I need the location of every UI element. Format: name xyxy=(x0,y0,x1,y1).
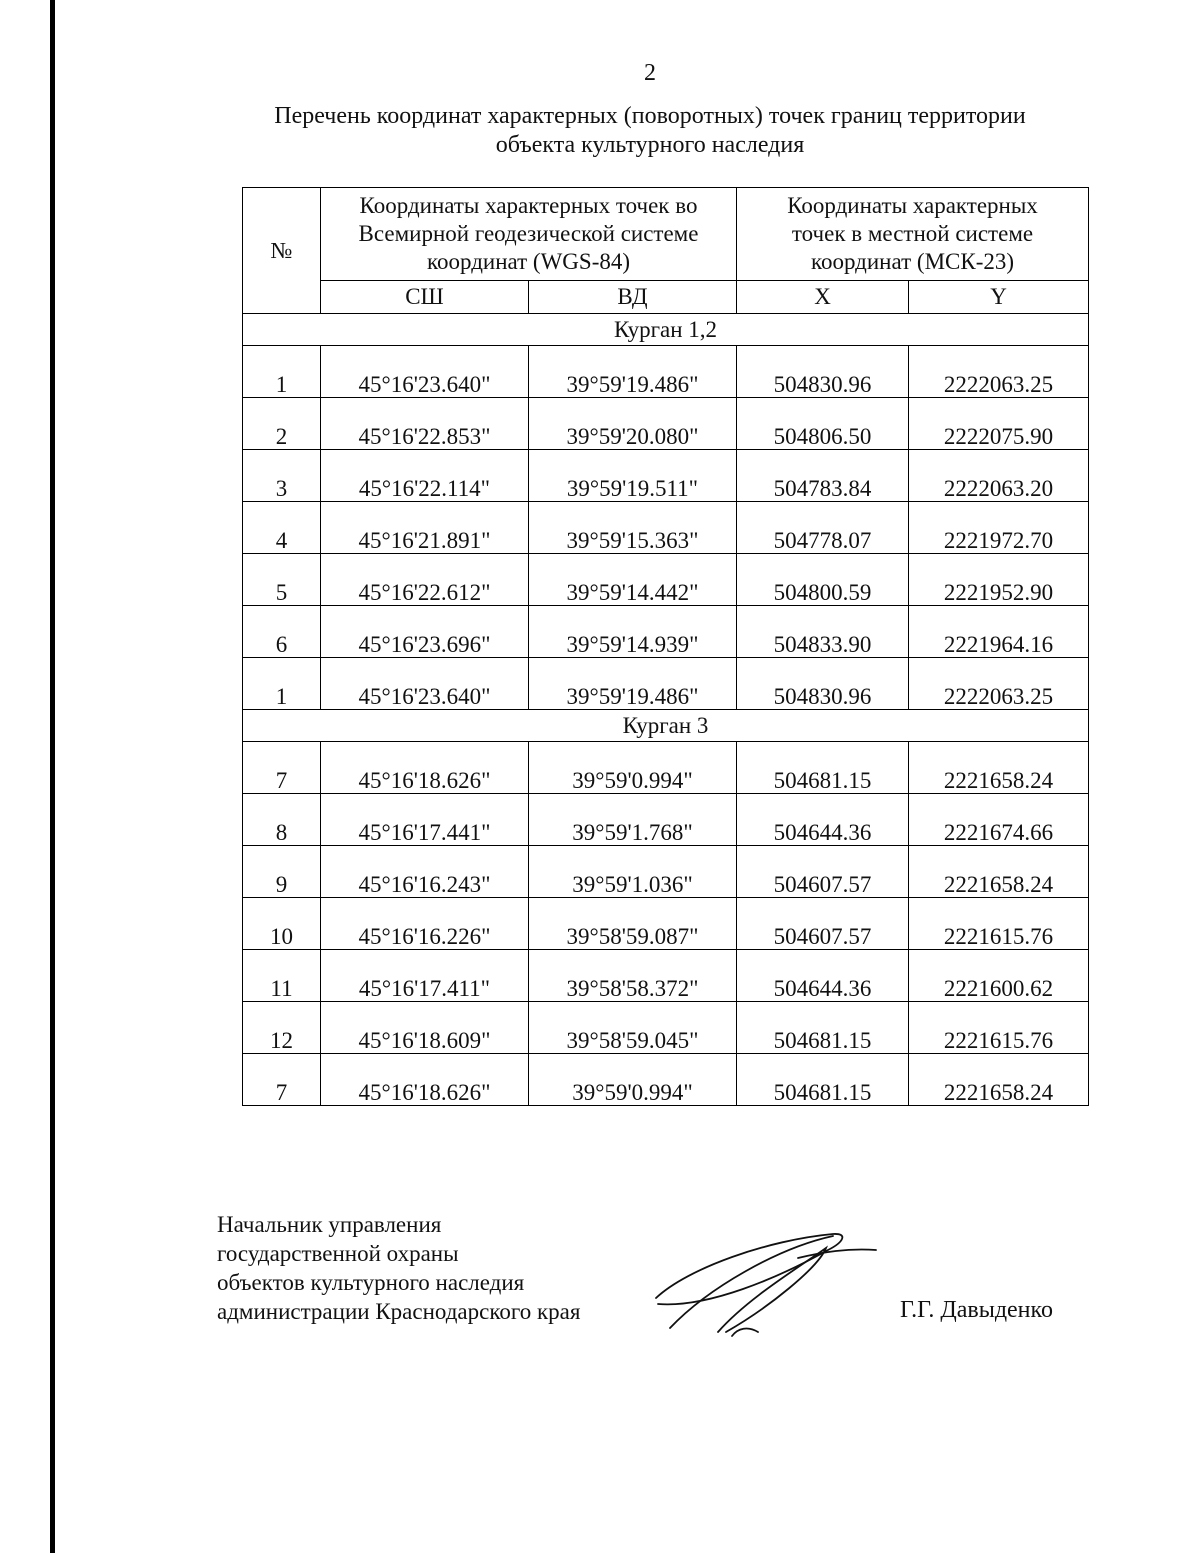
cell-number: 9 xyxy=(243,846,321,898)
cell-x: 504681.15 xyxy=(737,1002,909,1054)
cell-number: 5 xyxy=(243,554,321,606)
table-row xyxy=(243,846,1089,898)
position-line-1: Начальник управления xyxy=(217,1212,442,1237)
cell-x: 504833.90 xyxy=(737,606,909,658)
header-msk-line-2: точек в местной системе xyxy=(791,221,1034,246)
cell-y: 2221615.76 xyxy=(909,898,1089,950)
cell-lon: 39°59'19.511" xyxy=(529,450,737,502)
cell-lat: 45°16'22.114" xyxy=(321,450,529,502)
cell-lon: 39°59'1.768" xyxy=(529,794,737,846)
cell-number: 8 xyxy=(243,794,321,846)
cell-lon: 39°59'19.486" xyxy=(529,658,737,710)
table-row xyxy=(243,346,1089,398)
cell-y: 2221658.24 xyxy=(909,1054,1089,1106)
header-msk-line-1: Координаты характерных xyxy=(787,193,1038,218)
cell-x: 504607.57 xyxy=(737,898,909,950)
cell-y: 2221615.76 xyxy=(909,1002,1089,1054)
cell-y: 2221658.24 xyxy=(909,846,1089,898)
cell-x: 504607.57 xyxy=(737,846,909,898)
table-row xyxy=(243,794,1089,846)
group-title: Курган 3 xyxy=(243,710,1089,742)
table-row xyxy=(243,950,1089,1002)
header-lon: ВД xyxy=(529,281,737,314)
cell-number: 4 xyxy=(243,502,321,554)
cell-lat: 45°16'17.411" xyxy=(321,950,529,1002)
cell-x: 504644.36 xyxy=(737,950,909,1002)
header-lat: СШ xyxy=(321,281,529,314)
cell-y: 2222063.20 xyxy=(909,450,1089,502)
position-line-2: государственной охраны xyxy=(217,1241,459,1266)
cell-lon: 39°59'14.939" xyxy=(529,606,737,658)
cell-lat: 45°16'21.891" xyxy=(321,502,529,554)
cell-x: 504681.15 xyxy=(737,1054,909,1106)
cell-y: 2221964.16 xyxy=(909,606,1089,658)
header-wgs-line-2: Всемирной геодезической системе xyxy=(358,221,699,246)
table-row xyxy=(243,398,1089,450)
coordinates-table xyxy=(242,187,1089,1106)
cell-lat: 45°16'23.696" xyxy=(321,606,529,658)
scan-edge xyxy=(50,0,55,1553)
cell-lat: 45°16'17.441" xyxy=(321,794,529,846)
document-title xyxy=(240,102,1060,160)
cell-x: 504800.59 xyxy=(737,554,909,606)
table-row xyxy=(243,1054,1089,1106)
header-msk-line-3: координат (МСК-23) xyxy=(810,249,1015,274)
handwritten-signature xyxy=(648,1228,878,1340)
cell-y: 2221952.90 xyxy=(909,554,1089,606)
header-number: № xyxy=(243,188,321,314)
header-wgs xyxy=(321,188,737,281)
table-row xyxy=(243,1002,1089,1054)
cell-number: 2 xyxy=(243,398,321,450)
header-x: X xyxy=(737,281,909,314)
cell-number: 11 xyxy=(243,950,321,1002)
cell-lon: 39°59'20.080" xyxy=(529,398,737,450)
signer-name: Г.Г. Давыденко xyxy=(900,1297,1053,1323)
cell-x: 504644.36 xyxy=(737,794,909,846)
table-row xyxy=(243,450,1089,502)
group-title: Курган 1,2 xyxy=(243,314,1089,346)
cell-number: 7 xyxy=(243,1054,321,1106)
cell-y: 2221600.62 xyxy=(909,950,1089,1002)
cell-lon: 39°59'15.363" xyxy=(529,502,737,554)
table-row xyxy=(243,606,1089,658)
cell-lon: 39°58'59.045" xyxy=(529,1002,737,1054)
cell-lat: 45°16'18.609" xyxy=(321,1002,529,1054)
cell-number: 1 xyxy=(243,346,321,398)
cell-y: 2222075.90 xyxy=(909,398,1089,450)
cell-lat: 45°16'16.243" xyxy=(321,846,529,898)
cell-number: 12 xyxy=(243,1002,321,1054)
cell-number: 6 xyxy=(243,606,321,658)
cell-x: 504830.96 xyxy=(737,658,909,710)
cell-lat: 45°16'23.640" xyxy=(321,658,529,710)
cell-lon: 39°59'0.994" xyxy=(529,742,737,794)
position-line-4: администрации Краснодарского края xyxy=(217,1299,581,1324)
cell-lon: 39°59'1.036" xyxy=(529,846,737,898)
cell-lat: 45°16'22.853" xyxy=(321,398,529,450)
table-row xyxy=(243,658,1089,710)
cell-y: 2221658.24 xyxy=(909,742,1089,794)
cell-y: 2222063.25 xyxy=(909,346,1089,398)
cell-lat: 45°16'16.226" xyxy=(321,898,529,950)
header-msk xyxy=(737,188,1089,281)
cell-lat: 45°16'22.612" xyxy=(321,554,529,606)
cell-lon: 39°59'0.994" xyxy=(529,1054,737,1106)
cell-lon: 39°58'58.372" xyxy=(529,950,737,1002)
cell-lat: 45°16'23.640" xyxy=(321,346,529,398)
cell-lon: 39°58'59.087" xyxy=(529,898,737,950)
cell-x: 504681.15 xyxy=(737,742,909,794)
cell-y: 2221674.66 xyxy=(909,794,1089,846)
cell-lon: 39°59'19.486" xyxy=(529,346,737,398)
table-row xyxy=(243,898,1089,950)
cell-number: 3 xyxy=(243,450,321,502)
page-number: 2 xyxy=(644,60,656,86)
position-line-3: объектов культурного наследия xyxy=(217,1270,525,1295)
cell-x: 504830.96 xyxy=(737,346,909,398)
cell-x: 504778.07 xyxy=(737,502,909,554)
cell-lat: 45°16'18.626" xyxy=(321,742,529,794)
cell-number: 10 xyxy=(243,898,321,950)
title-line-2: объекта культурного наследия xyxy=(495,132,805,158)
cell-y: 2221972.70 xyxy=(909,502,1089,554)
header-wgs-line-3: координат (WGS-84) xyxy=(426,249,631,274)
cell-number: 7 xyxy=(243,742,321,794)
header-y: Y xyxy=(909,281,1089,314)
signatory-position xyxy=(217,1210,580,1326)
title-line-1: Перечень координат характерных (поворотных) точек границ территории xyxy=(274,103,1026,129)
table-row xyxy=(243,502,1089,554)
cell-x: 504806.50 xyxy=(737,398,909,450)
cell-number: 1 xyxy=(243,658,321,710)
cell-lat: 45°16'18.626" xyxy=(321,1054,529,1106)
table-row xyxy=(243,742,1089,794)
cell-lon: 39°59'14.442" xyxy=(529,554,737,606)
cell-x: 504783.84 xyxy=(737,450,909,502)
table-row xyxy=(243,554,1089,606)
cell-y: 2222063.25 xyxy=(909,658,1089,710)
header-wgs-line-1: Координаты характерных точек во xyxy=(359,193,698,218)
